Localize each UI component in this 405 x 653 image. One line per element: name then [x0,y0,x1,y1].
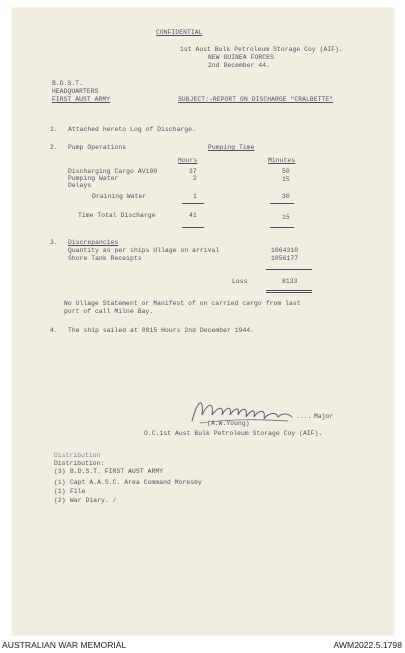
signatory-title: O.C.1st Aust Bulk Petroleum Storage Coy (AIF). [144,430,323,437]
discrepancy-row-label: Quantity as per ships Ullage on arrival [68,247,220,254]
signature-dots: .... [296,413,312,420]
subject-line: SUBJECT:-REPORT ON DISCHARGE "CRALBETTE" [178,96,334,103]
distribution-count: (1) [54,488,66,495]
ullage-note-line-1: No Ullage Statement or Manifest of on carried cargo from last [64,300,301,307]
pump-row-hours: 2 [193,175,197,182]
pump-row-hours: 1 [193,193,197,200]
footer-institution: AUSTRALIAN WAR MEMORIAL [2,640,127,650]
total-discharge-hours: 41 [189,212,197,219]
para4-number: 4. [50,327,58,334]
pumping-time-heading: Pumping Time [208,144,255,151]
hours-subtotal-rule [182,203,204,204]
pump-row-hours: 37 [189,168,197,175]
loss-label: Loss [232,278,248,285]
location-line: NEW GUINEA FORCES [208,54,274,61]
distribution-count: (3) [54,468,66,475]
discrepancy-row-label: Shore Tank Receipts [68,255,142,262]
para2-title: Pump Operations [68,144,127,151]
addressee-line-3: FIRST AUST ARMY [52,96,111,103]
para2-number: 2. [50,144,58,151]
total-discharge-minutes: 15 [282,214,290,221]
pump-row-minutes: 30 [282,193,290,200]
minutes-total-rule [270,227,294,228]
para3-number: 3. [50,239,58,246]
distribution-title: Distribution: [54,460,105,467]
distribution-item: War Diary. / [70,497,117,504]
minutes-column-header: Minutes [268,157,296,164]
loss-double-rule-top [266,290,312,291]
date-line: 2nd December 44. [208,62,271,69]
footer-accession-number: AWM2022.5.1798 [333,640,402,650]
distribution-item: B.D.S.T. FIRST AUST ARMY [70,468,164,475]
pump-row-minutes: 50 [282,168,290,175]
distribution-count: (1) [54,479,66,486]
minutes-subtotal-rule [270,203,294,204]
loss-rule [266,269,312,270]
loss-value: 8133 [282,278,298,285]
unit-name: 1st Aust Bulk Petroleum Storage Coy (AIF). [180,46,343,53]
total-discharge-label: Time Total Discharge [78,212,156,219]
loss-double-rule-bottom [266,292,312,293]
para4-text: The ship sailed at 0815 Hours 2nd December 1944. [68,327,255,334]
para3-title: Discrepancies [68,239,119,246]
classification-label: CONFIDENTIAL [156,29,203,36]
pump-row-label: Discharging Cargo AV100 [68,168,158,175]
distribution-reference: Distribution [54,452,101,459]
signatory-name: (A.W.Young) [207,420,250,427]
distribution-item: Capt A.A.S.C. Area Command Moresby [70,479,202,486]
para1-number: 1. [50,126,58,133]
addressee-line-1: B.D.S.T. [52,80,84,87]
discrepancy-row-value: 1064310 [271,247,299,254]
ullage-note-line-2: port of call Milne Bay. [64,308,154,315]
distribution-count: (2) [54,497,66,504]
para1-text: Attached hereto Log of Discharge. [68,126,196,133]
signatory-rank: Major [314,413,334,420]
hours-total-rule [182,227,204,228]
addressee-line-2: HEADQUARTERS [52,88,99,95]
distribution-item: File [70,488,86,495]
discrepancy-row-value: 1056177 [271,255,299,262]
pump-row-label: Draining Water [92,193,147,200]
pump-row-label: Delays [68,182,92,189]
hours-column-header: Hours [178,157,198,164]
pump-row-minutes: 15 [282,176,290,183]
pump-row-label: Pumping Water [68,175,119,182]
